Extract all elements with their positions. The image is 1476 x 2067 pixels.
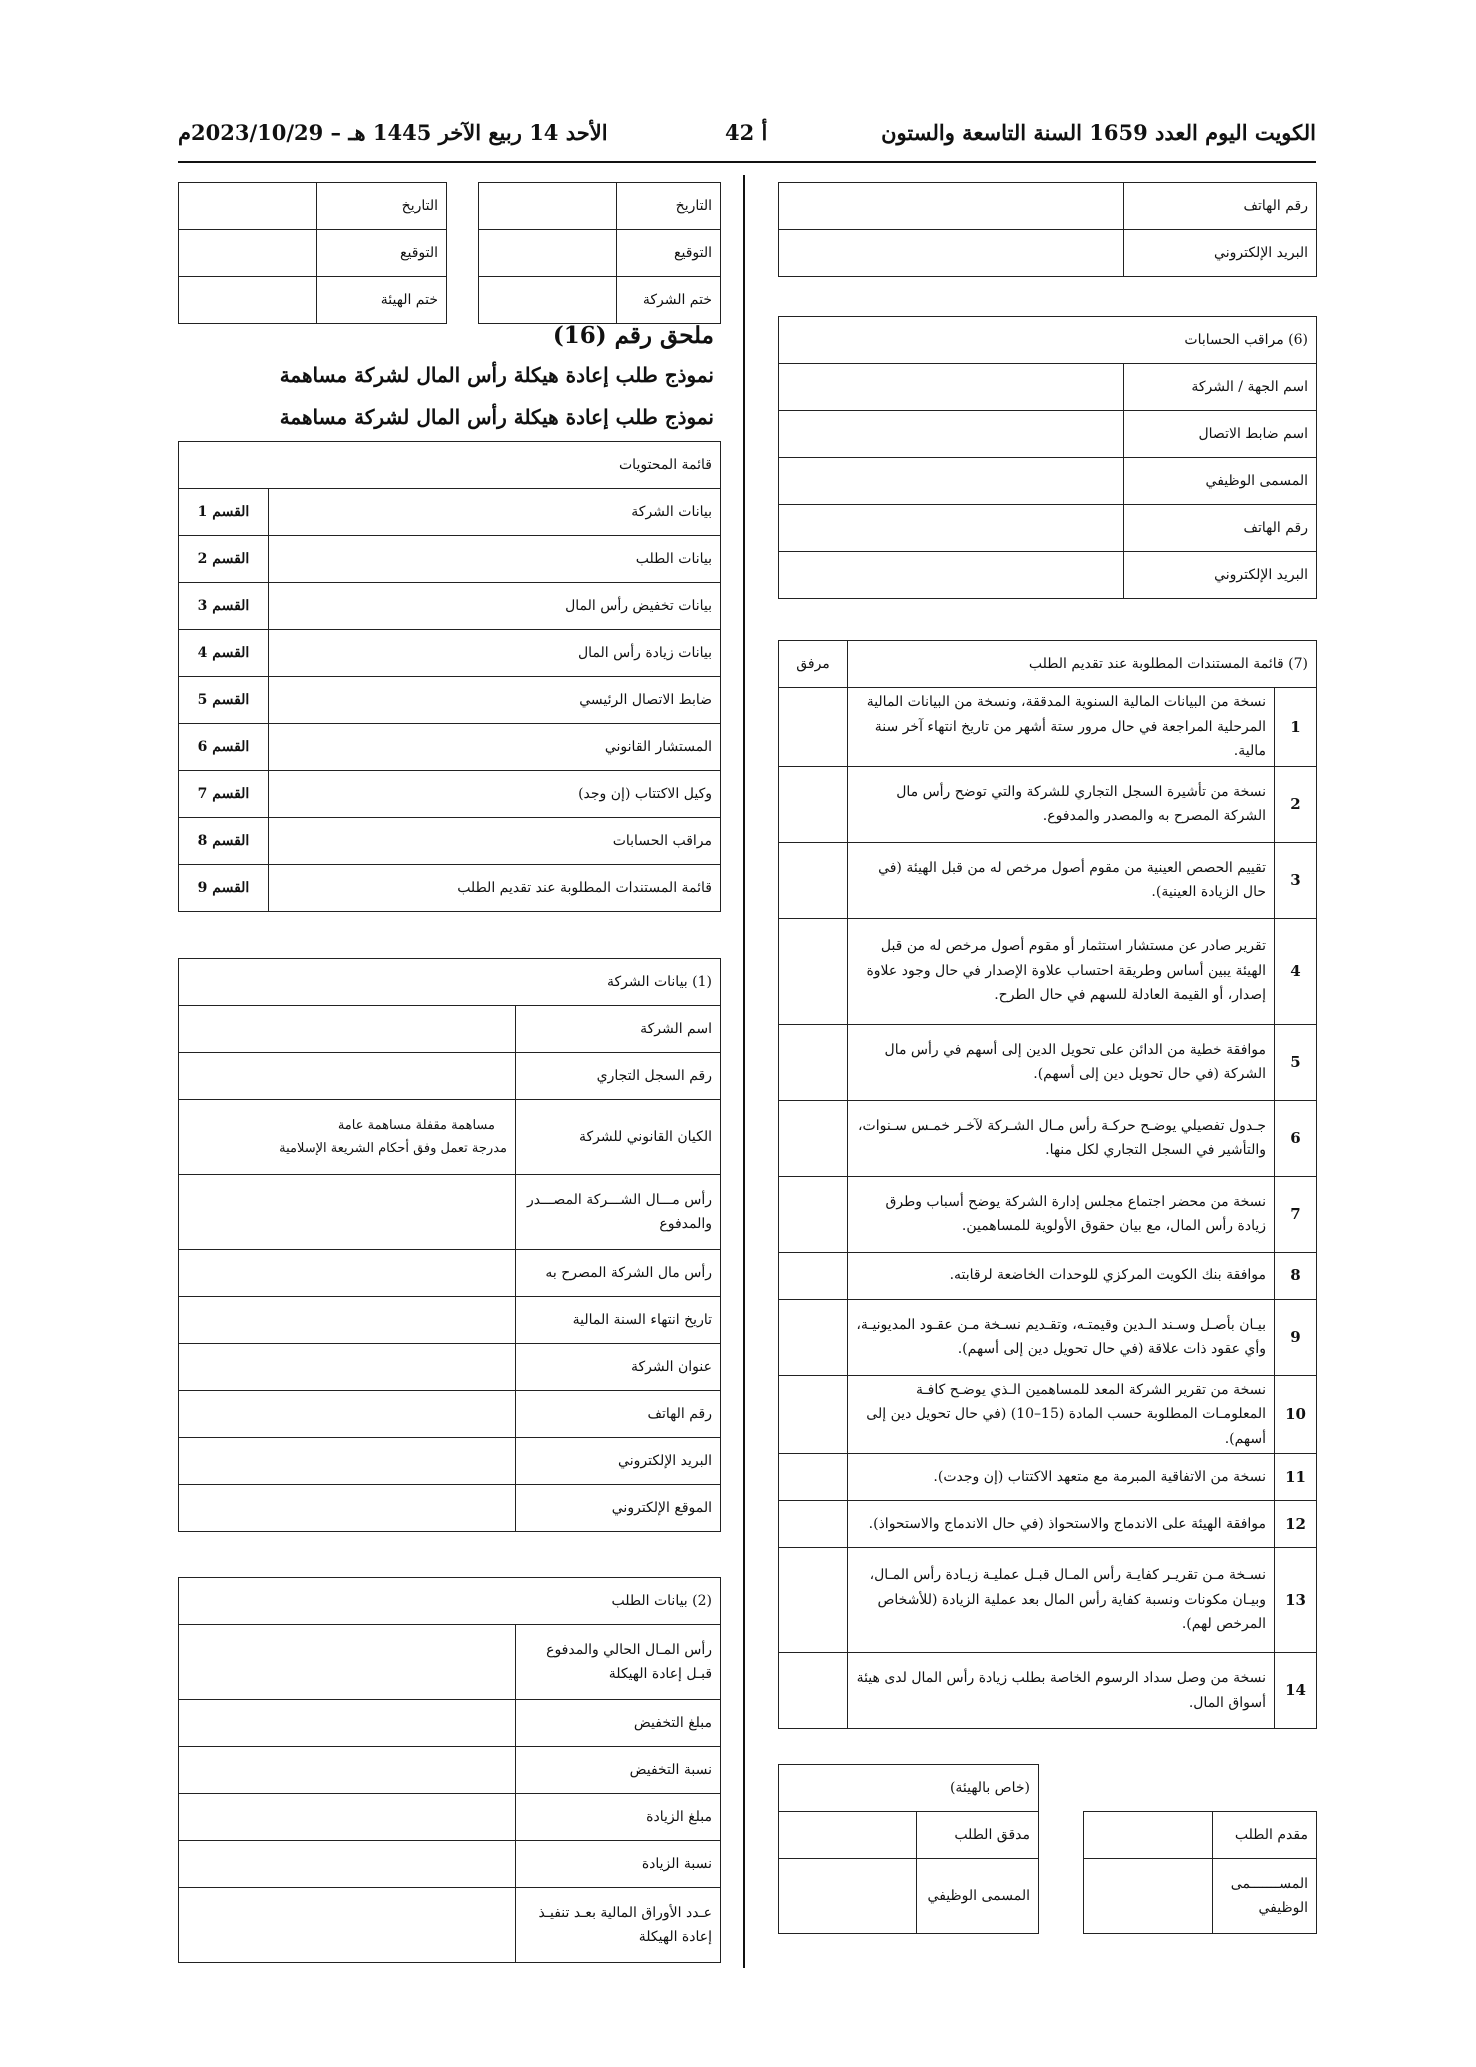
company-row-value[interactable] [179, 1391, 516, 1438]
doc-number: 11 [1275, 1454, 1317, 1501]
legal-entity-options[interactable] [179, 1100, 516, 1175]
company-row-label: البريد الإلكتروني [516, 1438, 721, 1485]
auditor-row-value[interactable] [779, 364, 1124, 411]
appendix-subtitle-1: نموذج طلب إعادة هيكلة رأس المال لشركة مساهمة [279, 363, 714, 387]
authority-review-table [778, 1764, 1039, 1934]
applicant-name-field[interactable] [1084, 1812, 1213, 1859]
sig-company-stamp-label: ختم الشركة [617, 277, 721, 324]
doc-number: 13 [1275, 1548, 1317, 1653]
doc-attachment-box[interactable] [779, 1299, 848, 1375]
doc-number: 7 [1275, 1176, 1317, 1252]
company-signature-table [478, 182, 721, 324]
doc-number: 4 [1275, 918, 1317, 1024]
toc-label: بيانات الطلب [269, 536, 721, 583]
doc-attachment-box[interactable] [779, 918, 848, 1024]
toc-section: القسم 4 [179, 630, 269, 677]
toc-label: مراقب الحسابات [269, 818, 721, 865]
doc-attachment-box[interactable] [779, 1501, 848, 1548]
documents-table [778, 640, 1317, 1729]
reviewer-job-field[interactable] [779, 1859, 917, 1934]
doc-attachment-box[interactable] [779, 688, 848, 767]
doc-text: نسـخة مـن تقريـر كفايـة رأس المـال قبـل عمليـة زيـادة رأس المـال، وبيـان مكونات ونسبة كفاية رأس المال بعد عملية الزيادة (للأشخاص المرخص لهم). [848, 1548, 1275, 1653]
company-row-label: رأس مال الشركة المصرح به [516, 1250, 721, 1297]
doc-text: نسخة من وصل سداد الرسوم الخاصة بطلب زيادة رأس المال لدى هيئة أسواق المال. [848, 1653, 1275, 1729]
doc-number: 1 [1275, 688, 1317, 767]
request-row-label: نسبة التخفيض [516, 1747, 721, 1794]
company-row-value[interactable] [179, 1438, 516, 1485]
doc-text: نسخة من الاتفاقية المبرمة مع متعهد الاكتتاب (إن وجدت). [848, 1454, 1275, 1501]
toc-label: المستشار القانوني [269, 724, 721, 771]
doc-text: موافقة الهيئة على الاندماج والاستحواذ (في حال الاندماج والاستحواذ). [848, 1501, 1275, 1548]
request-section-title: (2) بيانات الطلب [179, 1578, 721, 1625]
doc-attachment-box[interactable] [779, 1252, 848, 1299]
company-section-title: (1) بيانات الشركة [179, 959, 721, 1006]
doc-number: 5 [1275, 1024, 1317, 1100]
reviewer-job-label: المسمى الوظيفي [917, 1859, 1039, 1934]
toc-section: القسم 8 [179, 818, 269, 865]
doc-text: بيـان بأصـل وسـند الـدين وقيمتـه، وتقـديم نسـخة مـن عقـود المديونيـة، وأي عقود ذات علاقة (في حال تحويل دين إلى أسهم). [848, 1299, 1275, 1375]
sig-company-date-field[interactable] [479, 183, 617, 230]
request-data-table [178, 1577, 721, 1963]
doc-number: 2 [1275, 766, 1317, 842]
auditor-row-label: رقم الهاتف [1124, 505, 1317, 552]
toc-section: القسم 5 [179, 677, 269, 724]
toc-section: القسم 3 [179, 583, 269, 630]
contact-row-value[interactable] [779, 183, 1124, 230]
column-divider [743, 175, 745, 1968]
toc-label: ضابط الاتصال الرئيسي [269, 677, 721, 724]
sig-company-date-label: التاريخ [617, 183, 721, 230]
toc-section: القسم 1 [179, 489, 269, 536]
appendix-subtitle-2: نموذج طلب إعادة هيكلة رأس المال لشركة مساهمة [279, 405, 714, 429]
doc-attachment-box[interactable] [779, 766, 848, 842]
request-row-value[interactable] [179, 1747, 516, 1794]
company-row-value[interactable] [179, 1250, 516, 1297]
company-row-value[interactable] [179, 1344, 516, 1391]
applicant-label: مقدم الطلب [1213, 1812, 1317, 1859]
sig-company-signature-field[interactable] [479, 230, 617, 277]
request-row-value[interactable] [179, 1841, 516, 1888]
toc-label: بيانات زيادة رأس المال [269, 630, 721, 677]
request-row-value[interactable] [179, 1888, 516, 1963]
company-row-label: اسم الشركة [516, 1006, 721, 1053]
authority-signature-table [178, 182, 447, 324]
doc-text: نسخة من تقرير الشركة المعد للمساهمين الـذي يوضـح كافـة المعلومـات المطلوبة حسب المادة (15–10) (في حال تحويل دين إلى أسهم). [848, 1375, 1275, 1454]
attachment-header: مرفق [779, 641, 848, 688]
company-row-label: رقم الهاتف [516, 1391, 721, 1438]
doc-text: نسخة من البيانات المالية السنوية المدققة، ونسخة من البيانات المالية المرحلية المراجعة في حال مرور ستة أشهر من تاريخ انتهاء آخر سنة مالية. [848, 688, 1275, 767]
company-row-label: تاريخ انتهاء السنة المالية [516, 1297, 721, 1344]
doc-attachment-box[interactable] [779, 1176, 848, 1252]
doc-number: 12 [1275, 1501, 1317, 1548]
header-date: الأحد 14 ربيع الآخر 1445 هـ – 2023/10/29م [178, 120, 608, 145]
company-row-value[interactable] [179, 1485, 516, 1532]
applicant-job-field[interactable] [1084, 1859, 1213, 1934]
contact-row-value[interactable] [779, 230, 1124, 277]
toc-label: بيانات الشركة [269, 489, 721, 536]
company-row-value[interactable] [179, 1006, 516, 1053]
doc-number: 8 [1275, 1252, 1317, 1299]
toc-label: بيانات تخفيض رأس المال [269, 583, 721, 630]
company-row-label: رقم السجل التجاري [516, 1053, 721, 1100]
sig-company-signature-label: التوقيع [617, 230, 721, 277]
applicant-job-label: المســـــــمى الوظيفي [1213, 1859, 1317, 1934]
company-row-label: عنوان الشركة [516, 1344, 721, 1391]
request-row-label: عـدد الأوراق المالية بعـد تنفيـذ إعادة الهيكلة [516, 1888, 721, 1963]
auditor-row-value[interactable] [779, 505, 1124, 552]
auditor-row-label: اسم ضابط الاتصال [1124, 411, 1317, 458]
reviewer-label: مدقق الطلب [917, 1812, 1039, 1859]
request-row-label: مبلغ التخفيض [516, 1700, 721, 1747]
doc-attachment-box[interactable] [779, 842, 848, 918]
doc-number: 6 [1275, 1100, 1317, 1176]
sig-authority-stamp-field[interactable] [179, 277, 317, 324]
sig-authority-signature-field[interactable] [179, 230, 317, 277]
request-row-label: نسبة الزيادة [516, 1841, 721, 1888]
company-row-value[interactable] [179, 1175, 516, 1250]
doc-attachment-box[interactable] [779, 1653, 848, 1729]
toc-table [178, 441, 721, 912]
doc-number: 10 [1275, 1375, 1317, 1454]
doc-attachment-box[interactable] [779, 1548, 848, 1653]
doc-text: تقرير صادر عن مستشار استثمار أو مقوم أصول مرخص له من قبل الهيئة يبين أساس وطريقة احتساب علاوة الإصدار في حال وجود علاوة إصدار، أو القيمة العادلة للسهم في حال الطرح. [848, 918, 1275, 1024]
page-number: أ 42 [725, 120, 768, 145]
documents-section-title: (7) قائمة المستندات المطلوبة عند تقديم الطلب [848, 641, 1317, 688]
doc-number: 14 [1275, 1653, 1317, 1729]
auditor-table [778, 316, 1317, 599]
request-row-value[interactable] [179, 1700, 516, 1747]
request-row-value[interactable] [179, 1625, 516, 1700]
auditor-row-value[interactable] [779, 411, 1124, 458]
doc-text: موافقة خطية من الدائن على تحويل الدين إلى أسهم في رأس مال الشركة (في حال تحويل دين إلى أسهم). [848, 1024, 1275, 1100]
request-row-value[interactable] [179, 1794, 516, 1841]
contact-row-label: رقم الهاتف [1124, 183, 1317, 230]
doc-attachment-box[interactable] [779, 1375, 848, 1454]
sig-authority-stamp-label: ختم الهيئة [317, 277, 447, 324]
doc-text: نسخة من محضر اجتماع مجلس إدارة الشركة يوضح أسباب وطرق زيادة رأس المال، مع بيان حقوق الأولوية للمساهمين. [848, 1176, 1275, 1252]
auditor-row-label: اسم الجهة / الشركة [1124, 364, 1317, 411]
sig-authority-date-field[interactable] [179, 183, 317, 230]
auditor-row-label: المسمى الوظيفي [1124, 458, 1317, 505]
auditor-row-label: البريد الإلكتروني [1124, 552, 1317, 599]
doc-attachment-box[interactable] [779, 1454, 848, 1501]
company-row-label: رأس مـــال الشـــركة المصـــدر والمدفوع [516, 1175, 721, 1250]
company-row-value[interactable] [179, 1053, 516, 1100]
auditor-section-title: (6) مراقب الحسابات [779, 317, 1317, 364]
toc-section: القسم 7 [179, 771, 269, 818]
auditor-row-value[interactable] [779, 552, 1124, 599]
company-data-table [178, 958, 721, 1532]
contact-continuation-table [778, 182, 1317, 277]
legal-options-line-1: مساهمة مقفلة مساهمة عامة [337, 1117, 495, 1133]
doc-text: جـدول تفصيلي يوضـح حركـة رأس مـال الشـركة لآخـر خمـس سـنوات، والتأشير في السجل التجاري لكل منها. [848, 1100, 1275, 1176]
doc-text: تقييم الحصص العينية من مقوم أصول مرخص له من قبل الهيئة (في حال الزيادة العينية). [848, 842, 1275, 918]
toc-label: وكيل الاكتتاب (إن وجد) [269, 771, 721, 818]
doc-text: نسخة من تأشيرة السجل التجاري للشركة والتي توضح رأس مال الشركة المصرح به والمصدر والمدفوع. [848, 766, 1275, 842]
request-row-label: رأس المـال الحالي والمدفوع قبـل إعادة الهيكلة [516, 1625, 721, 1700]
toc-title: قائمة المحتويات [179, 442, 721, 489]
toc-section: القسم 2 [179, 536, 269, 583]
request-row-label: مبلغ الزيادة [516, 1794, 721, 1841]
doc-attachment-box[interactable] [779, 1100, 848, 1176]
company-row-value[interactable] [179, 1297, 516, 1344]
reviewer-field[interactable] [779, 1812, 917, 1859]
toc-section: القسم 6 [179, 724, 269, 771]
company-row-label: الكيان القانوني للشركة [516, 1100, 721, 1175]
doc-text: موافقة بنك الكويت المركزي للوحدات الخاضعة لرقابته. [848, 1252, 1275, 1299]
doc-number: 3 [1275, 842, 1317, 918]
doc-attachment-box[interactable] [779, 1024, 848, 1100]
toc-section: القسم 9 [179, 865, 269, 912]
legal-options-line-2: مدرجة تعمل وفق أحكام الشريعة الإسلامية [279, 1141, 507, 1156]
auditor-row-value[interactable] [779, 458, 1124, 505]
toc-label: قائمة المستندات المطلوبة عند تقديم الطلب [269, 865, 721, 912]
applicant-table [1083, 1811, 1317, 1934]
header-issue: الكويت اليوم العدد 1659 السنة التاسعة والستون [881, 120, 1316, 145]
company-row-label: الموقع الإلكتروني [516, 1485, 721, 1532]
sig-authority-signature-label: التوقيع [317, 230, 447, 277]
header-divider [178, 161, 1316, 163]
doc-number: 9 [1275, 1299, 1317, 1375]
sig-company-stamp-field[interactable] [479, 277, 617, 324]
contact-row-label: البريد الإلكتروني [1124, 230, 1317, 277]
authority-box-title: (خاص بالهيئة) [779, 1765, 1039, 1812]
sig-authority-date-label: التاريخ [317, 183, 447, 230]
appendix-title: ملحق رقم (16) [552, 322, 714, 349]
